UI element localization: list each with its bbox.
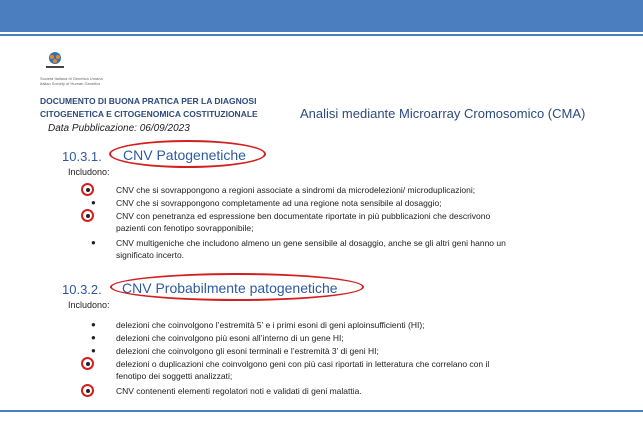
top-banner <box>0 0 643 32</box>
list-item: delezioni che coinvolgono gli esoni terminali e l’estremità 3’ di geni HI; <box>116 346 379 356</box>
list-item: delezioni che coinvolgono l’estremità 5’ e i primi esoni di geni aploinsufficienti (HI); <box>116 320 425 330</box>
section-title: CNV Probabilmente patogenetiche <box>122 280 338 296</box>
document-title: DOCUMENTO DI BUONA PRATICA PER LA DIAGNOSI CITOGENETICA E CITOGENOMICA COSTITUZIONALE <box>40 96 258 119</box>
bullet-icon: ● <box>91 238 96 247</box>
annotation-marker-icon <box>81 357 94 370</box>
section-number: 10.3.1. <box>62 149 102 164</box>
top-divider <box>0 34 643 36</box>
bottom-divider <box>0 410 643 412</box>
section-intro: Includono: <box>68 300 110 310</box>
list-item: delezioni o duplicazioni che coinvolgono geni con più casi riportati in letteratura che correlano con il fenotipo dei soggetti analizzati; <box>116 359 490 381</box>
section-number: 10.3.2. <box>62 282 102 297</box>
annotation-marker-icon <box>81 183 94 196</box>
list-item: delezioni che coinvolgono più esoni all’interno di un gene HI; <box>116 333 344 343</box>
section-intro: Includono: <box>68 167 110 177</box>
list-item: CNV che si sovrappongono a regioni associate a sindromi da microdelezioni/ microduplicazioni; <box>116 185 476 195</box>
list-item: CNV con penetranza ed espressione ben documentate riportate in più pubblicazioni che descrivono pazienti con fenotipo sovrapponibile; <box>116 211 491 233</box>
section-title: CNV Patogenetiche <box>123 147 246 163</box>
bullet-icon: ● <box>91 346 96 355</box>
list-item: CNV che si sovrappongono completamente ad una regione nota sensibile al dosaggio; <box>116 198 442 208</box>
bullet-icon: ● <box>91 333 96 342</box>
page-title: Analisi mediante Microarray Cromosomico (CMA) <box>300 106 586 121</box>
bullet-icon: ● <box>91 320 96 329</box>
list-item: CNV multigeniche che includono almeno un gene sensibile al dosaggio, anche se gli altri geni hanno un significato incerto. <box>116 238 506 260</box>
society-name: Società Italiana di Genetica Umana Italian Society of Human Genetics <box>40 76 103 86</box>
annotation-marker-icon <box>81 384 94 397</box>
society-logo-icon <box>40 50 70 72</box>
publication-date: Data Pubblicazione: 06/09/2023 <box>48 123 190 134</box>
annotation-marker-icon <box>81 209 94 222</box>
bullet-icon: ● <box>91 198 96 207</box>
list-item: CNV contenenti elementi regolatori noti e validati di geni malattia. <box>116 386 362 396</box>
